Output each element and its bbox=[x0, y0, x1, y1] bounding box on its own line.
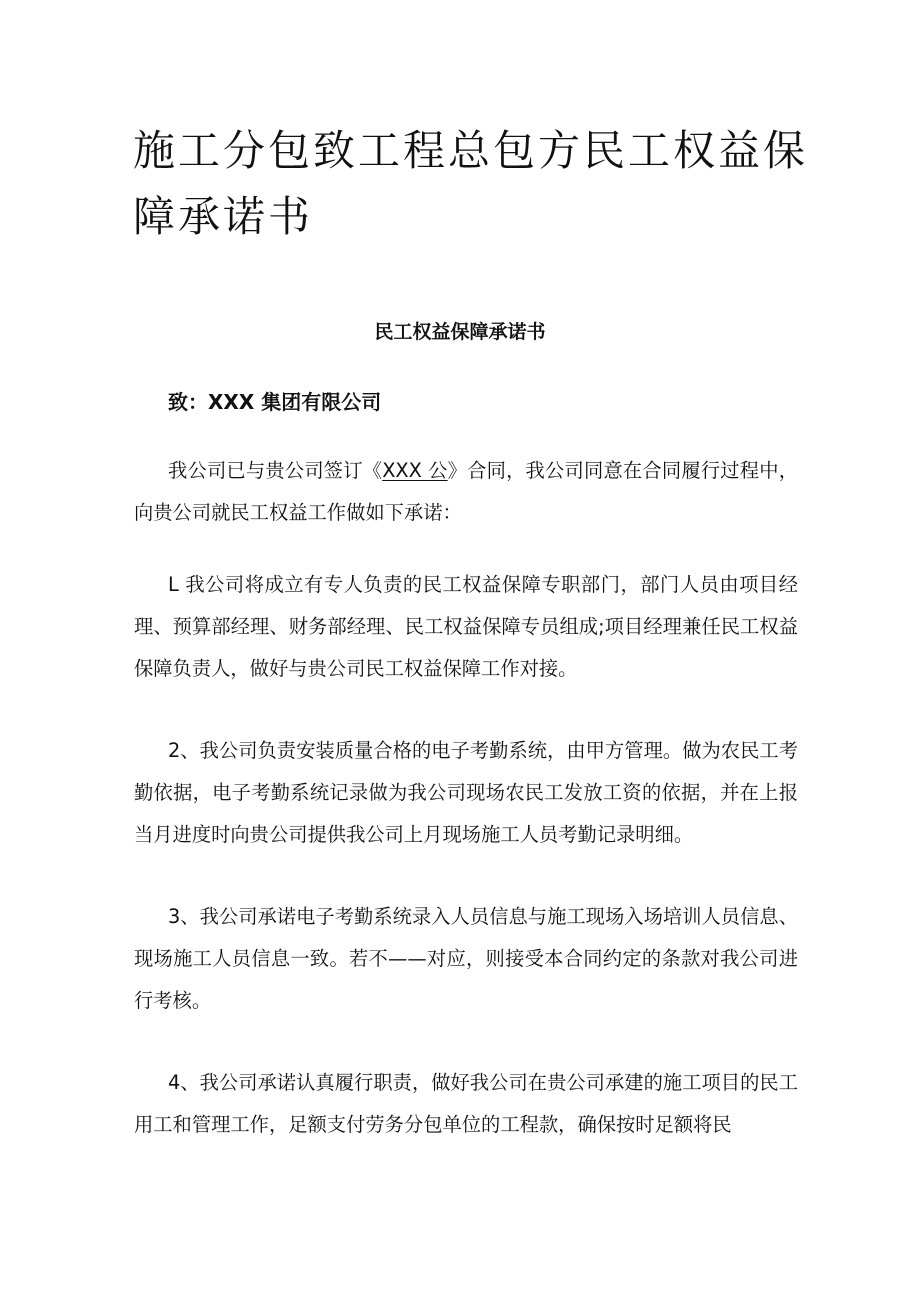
clause-paragraph-2: 2、我公司负责安装质量合格的电子考勤系统，由甲方管理。做为农民工考勤依据，电子考勤系统记录做为我公司现场农民工发放工资的依据，并在上报当月进度时向贵公司提供我公司上月现场施工人员考勤记录明细。 bbox=[134, 739, 798, 846]
document-subtitle: 民工权益保障承诺书 bbox=[374, 321, 546, 343]
intro-paragraph bbox=[134, 450, 798, 534]
contract-name: XXX 公 bbox=[382, 459, 448, 482]
addressee-line: 致：XXX 集团有限公司 bbox=[168, 390, 382, 414]
clause-paragraph-1: L 我公司将成立有专人负责的民工权益保障专职部门，部门人员由项目经理、预算部经理、财务部经理、民工权益保障专员组成;项目经理兼任民工权益保障负责人，做好与贵公司民工权益保障工作对接。 bbox=[134, 573, 798, 680]
clause-paragraph-4: 4、我公司承诺认真履行职责，做好我公司在贵公司承建的施工项目的民工用工和管理工作，足额支付劳务分包单位的工程款，确保按时足额将民 bbox=[134, 1071, 798, 1136]
intro-text-before: 我公司已与贵公司签订《 bbox=[168, 459, 383, 482]
intro-text-after: 》合同，我公司同意在合同履行过程中，向贵公司就民工权益工作做如下承诺： bbox=[134, 459, 799, 524]
clause-paragraph-3: 3、我公司承诺电子考勤系统录入人员信息与施工现场入场培训人员信息、现场施工人员信息一致。若不——对应，则接受本合同约定的条款对我公司进行考核。 bbox=[134, 905, 798, 1012]
document-title: 施工分包致工程总包方民工权益保障承诺书 bbox=[133, 126, 809, 241]
